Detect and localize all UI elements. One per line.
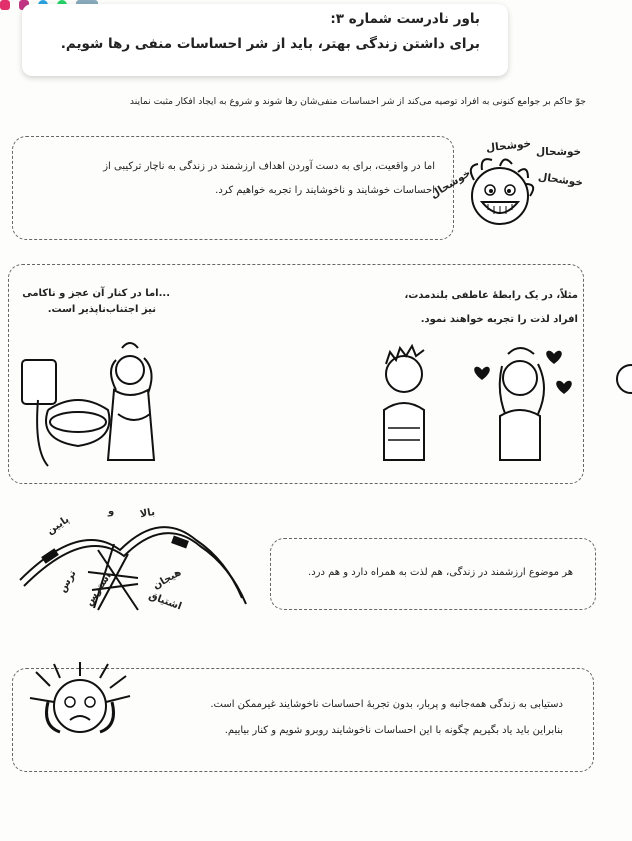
title-card <box>22 4 508 76</box>
section2-right-line-2: افراد لذت را تجربه خواهند نمود. <box>420 314 578 325</box>
section1-line-1: اما در واقعیت، برای به دست آوردن اهداف ارزشمند در زندگی به ناچار ترکیبی از <box>103 161 435 172</box>
toilet-woman-illustration <box>18 340 178 470</box>
section4-line-2: بنابراین باید یاد بگیریم چگونه با این احساسات ناخوشایند روبرو شویم و کنار بیاییم. <box>224 725 563 736</box>
rollercoaster-label-stress: استرس <box>83 570 114 609</box>
couple-illustration <box>370 340 570 470</box>
rollercoaster-label-fear: ترس <box>57 568 79 595</box>
rollercoaster-label-up: بالا <box>139 506 156 521</box>
intro-paragraph: جوّ حاکم بر جوامع کنونی به افراد توصیه می‌کند از شر احساسات منفی‌شان رها شوند و شروع به ایجاد افکار مثبت نمایند <box>129 96 586 107</box>
rollercoaster-label-excitement: هیجان <box>151 567 184 592</box>
happy-word-2: خوشحال <box>536 146 582 158</box>
title-line-1: باور نادرست شماره ۳: <box>330 11 480 27</box>
title-line-2: برای داشتن زندگی بهتر، باید از شر احساسات منفی رها شویم. <box>60 36 480 52</box>
happy-face-illustration <box>460 160 540 240</box>
section2-left-line-1: ...اما در کنار آن عجز و ناکامی <box>22 288 170 299</box>
section1-line-2: احساسات خوشایند و ناخوشایند را تجربه خواهیم کرد. <box>215 185 435 196</box>
happy-word-4: خوشحال <box>428 166 473 202</box>
section1-box <box>12 136 454 240</box>
section4-line-1: دستیابی به زندگی همه‌جانبه و پربار، بدون تجربهٔ احساسات ناخوشایند غیرممکن است. <box>210 699 563 710</box>
rollercoaster-label-down: پایین <box>45 514 72 537</box>
happy-word-3: خوشحال <box>537 170 584 190</box>
section2-left-line-2: نیز اجتناب‌ناپذیر است. <box>47 304 156 315</box>
happy-word-1: خوشحال <box>485 137 532 155</box>
rollercoaster-label-and: و <box>108 506 115 517</box>
section3-box <box>270 538 596 610</box>
section3-text: هر موضوع ارزشمند در زندگی، هم لذت به همراه دارد و هم درد. <box>308 567 573 578</box>
rollercoaster-label-eagerness: اشتیاق <box>147 590 183 613</box>
stressed-face-illustration <box>20 662 140 752</box>
binder-hole <box>616 364 632 394</box>
instagram-icon <box>0 0 10 10</box>
section2-right-line-1: مثلاً، در یک رابطهٔ عاطفی بلندمدت، <box>404 290 578 301</box>
